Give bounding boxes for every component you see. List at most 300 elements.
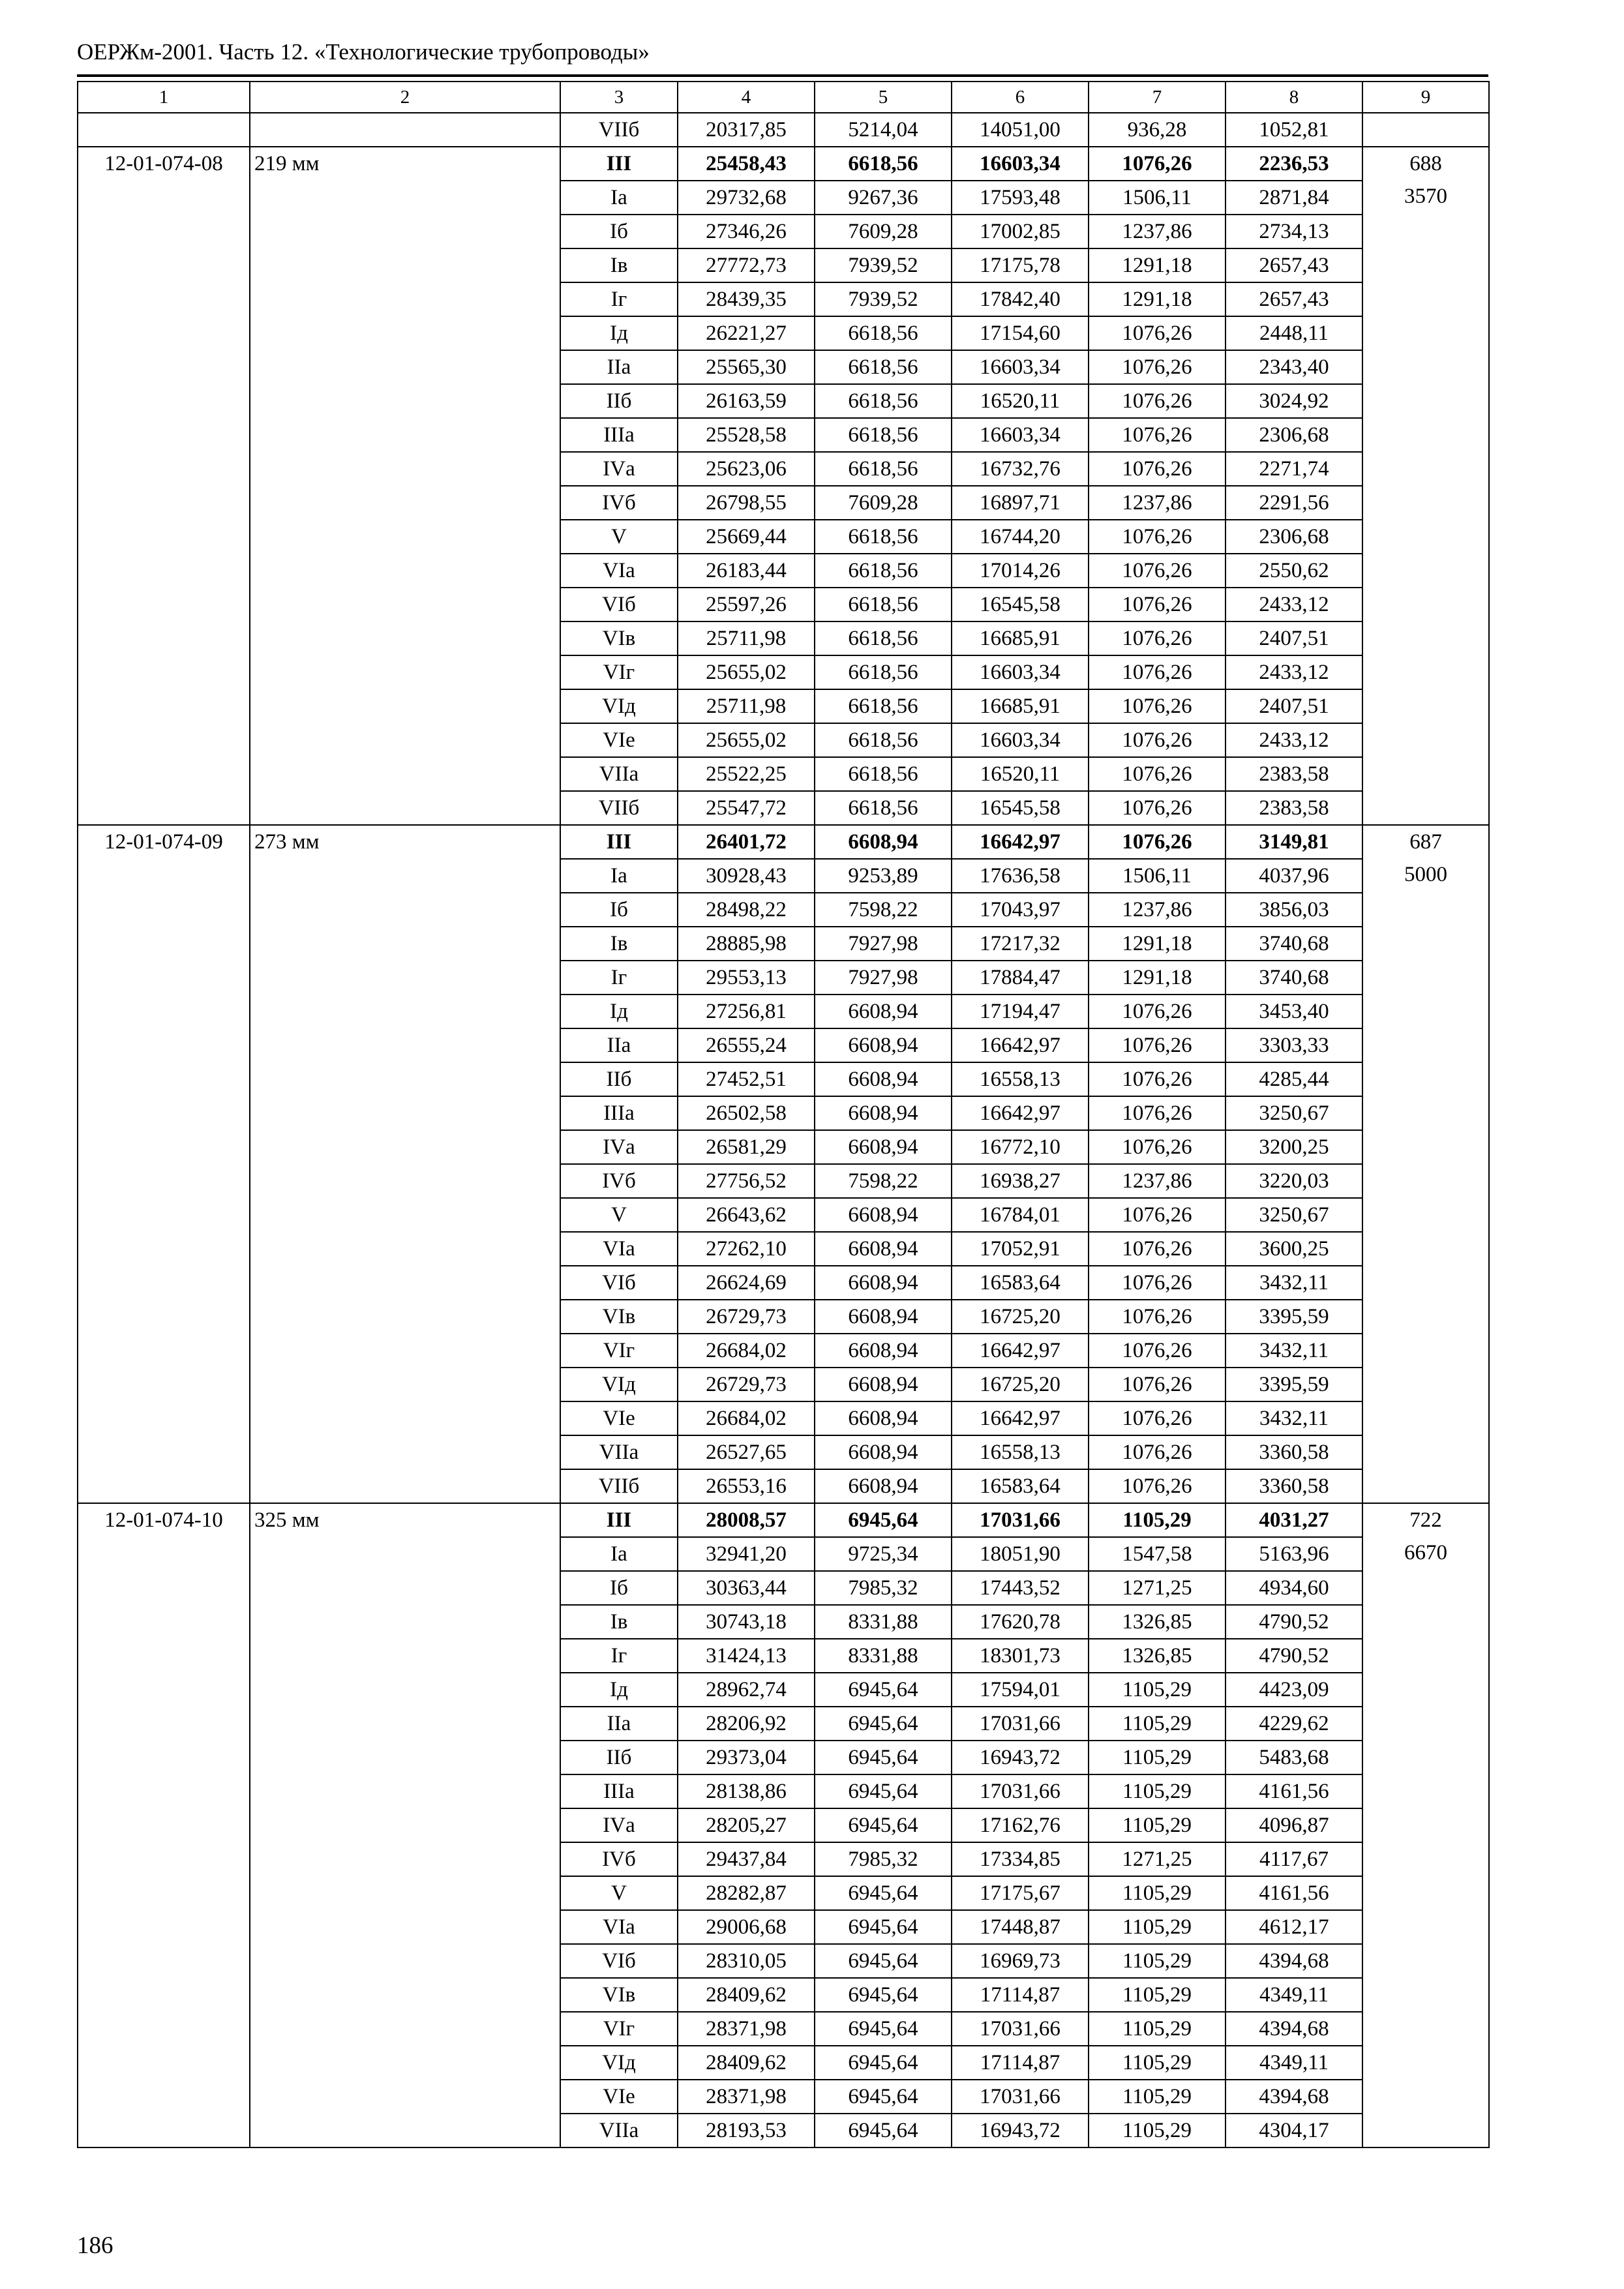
value-cell: 5483,68 bbox=[1226, 1741, 1362, 1774]
value-cell: 9253,89 bbox=[815, 859, 952, 893]
value-cell: 16943,72 bbox=[952, 1741, 1089, 1774]
zone-cell: VIIб bbox=[560, 791, 678, 825]
value-cell: 17334,85 bbox=[952, 1842, 1089, 1876]
value-cell: 16732,76 bbox=[952, 452, 1089, 486]
value-cell: 28282,87 bbox=[678, 1876, 815, 1910]
zone-cell: VIв bbox=[560, 1300, 678, 1334]
value-cell: 6945,64 bbox=[815, 2080, 952, 2114]
value-cell: 6945,64 bbox=[815, 1910, 952, 1944]
table-row bbox=[78, 147, 1489, 181]
value-cell: 1076,26 bbox=[1089, 1334, 1226, 1368]
value-cell: 1052,81 bbox=[1226, 113, 1362, 147]
value-cell: 17636,58 bbox=[952, 859, 1089, 893]
value-cell: 6608,94 bbox=[815, 1062, 952, 1096]
table-row bbox=[78, 825, 1489, 859]
value-cell: 6618,56 bbox=[815, 757, 952, 791]
value-cell: 2433,12 bbox=[1226, 723, 1362, 757]
value-cell: 29553,13 bbox=[678, 961, 815, 995]
value-cell: 1105,29 bbox=[1089, 1910, 1226, 1944]
value-cell: 1076,26 bbox=[1089, 655, 1226, 689]
value-cell: 1076,26 bbox=[1089, 723, 1226, 757]
value-cell: 26643,62 bbox=[678, 1198, 815, 1232]
value-cell: 17842,40 bbox=[952, 282, 1089, 316]
value-cell: 1076,26 bbox=[1089, 1266, 1226, 1300]
value-cell: 5214,04 bbox=[815, 113, 952, 147]
value-cell: 17162,76 bbox=[952, 1808, 1089, 1842]
note-value: 5000 bbox=[1404, 863, 1447, 886]
value-cell: 6945,64 bbox=[815, 2114, 952, 2147]
zone-cell: Iб bbox=[560, 215, 678, 248]
value-cell: 3740,68 bbox=[1226, 927, 1362, 961]
value-cell: 4349,11 bbox=[1226, 2046, 1362, 2080]
value-cell: 26581,29 bbox=[678, 1130, 815, 1164]
value-cell: 26553,16 bbox=[678, 1469, 815, 1503]
zone-cell: III bbox=[560, 1503, 678, 1537]
value-cell: 1076,26 bbox=[1089, 1130, 1226, 1164]
value-cell: 17031,66 bbox=[952, 1503, 1089, 1537]
value-cell: 28138,86 bbox=[678, 1774, 815, 1808]
column-number: 6 bbox=[952, 82, 1089, 113]
value-cell: 17014,26 bbox=[952, 554, 1089, 588]
value-cell: 27346,26 bbox=[678, 215, 815, 248]
value-cell: 6618,56 bbox=[815, 655, 952, 689]
value-cell: 1105,29 bbox=[1089, 1876, 1226, 1910]
value-cell: 9725,34 bbox=[815, 1537, 952, 1571]
value-cell: 6608,94 bbox=[815, 1300, 952, 1334]
zone-cell: VIе bbox=[560, 723, 678, 757]
value-cell: 6618,56 bbox=[815, 350, 952, 384]
value-cell: 29732,68 bbox=[678, 181, 815, 215]
zone-cell: IVб bbox=[560, 486, 678, 520]
value-cell: 936,28 bbox=[1089, 113, 1226, 147]
value-cell: 26624,69 bbox=[678, 1266, 815, 1300]
value-cell: 6618,56 bbox=[815, 316, 952, 350]
table-body bbox=[78, 82, 1489, 2147]
value-cell: 26163,59 bbox=[678, 384, 815, 418]
zone-cell: IIа bbox=[560, 1028, 678, 1062]
value-cell: 4790,52 bbox=[1226, 1605, 1362, 1639]
value-cell: 2448,11 bbox=[1226, 316, 1362, 350]
value-cell: 17031,66 bbox=[952, 2080, 1089, 2114]
value-cell: 6618,56 bbox=[815, 723, 952, 757]
value-cell: 1237,86 bbox=[1089, 215, 1226, 248]
page-number: 186 bbox=[77, 2232, 113, 2259]
value-cell: 1326,85 bbox=[1089, 1639, 1226, 1673]
value-cell: 1076,26 bbox=[1089, 825, 1226, 859]
value-cell: 28885,98 bbox=[678, 927, 815, 961]
note-value: 688 bbox=[1409, 152, 1442, 175]
value-cell: 6618,56 bbox=[815, 689, 952, 723]
value-cell: 6945,64 bbox=[815, 1707, 952, 1741]
zone-cell: VIв bbox=[560, 621, 678, 655]
value-cell: 28008,57 bbox=[678, 1503, 815, 1537]
value-cell: 17043,97 bbox=[952, 893, 1089, 927]
value-cell: 25547,72 bbox=[678, 791, 815, 825]
value-cell: 2236,53 bbox=[1226, 147, 1362, 181]
header-rule bbox=[77, 74, 1488, 77]
value-cell: 25565,30 bbox=[678, 350, 815, 384]
value-cell: 17594,01 bbox=[952, 1673, 1089, 1707]
value-cell: 1076,26 bbox=[1089, 1435, 1226, 1469]
table-row bbox=[78, 1503, 1489, 1537]
value-cell: 31424,13 bbox=[678, 1639, 815, 1673]
value-cell: 2271,74 bbox=[1226, 452, 1362, 486]
value-cell: 16603,34 bbox=[952, 147, 1089, 181]
zone-cell: Iа bbox=[560, 859, 678, 893]
value-cell: 27756,52 bbox=[678, 1164, 815, 1198]
value-cell: 25711,98 bbox=[678, 689, 815, 723]
value-cell: 7927,98 bbox=[815, 961, 952, 995]
value-cell: 16520,11 bbox=[952, 384, 1089, 418]
zone-cell: Iд bbox=[560, 316, 678, 350]
column-number: 4 bbox=[678, 82, 815, 113]
value-cell: 1291,18 bbox=[1089, 248, 1226, 282]
column-number-row bbox=[78, 82, 1489, 113]
value-cell: 28498,22 bbox=[678, 893, 815, 927]
value-cell: 17031,66 bbox=[952, 2012, 1089, 2046]
value-cell: 1076,26 bbox=[1089, 1368, 1226, 1401]
value-cell: 6618,56 bbox=[815, 384, 952, 418]
value-cell: 26798,55 bbox=[678, 486, 815, 520]
value-cell: 16603,34 bbox=[952, 350, 1089, 384]
value-cell: 20317,85 bbox=[678, 113, 815, 147]
value-cell: 3250,67 bbox=[1226, 1198, 1362, 1232]
value-cell: 4229,62 bbox=[1226, 1707, 1362, 1741]
column-number: 7 bbox=[1089, 82, 1226, 113]
value-cell: 1076,26 bbox=[1089, 350, 1226, 384]
value-cell: 6945,64 bbox=[815, 2046, 952, 2080]
value-cell: 17002,85 bbox=[952, 215, 1089, 248]
zone-cell: IIб bbox=[560, 1741, 678, 1774]
zone-cell: V bbox=[560, 520, 678, 554]
value-cell: 28962,74 bbox=[678, 1673, 815, 1707]
value-cell: 25669,44 bbox=[678, 520, 815, 554]
zone-cell: IIа bbox=[560, 350, 678, 384]
value-cell: 17175,67 bbox=[952, 1876, 1089, 1910]
value-cell: 1076,26 bbox=[1089, 384, 1226, 418]
value-cell: 3600,25 bbox=[1226, 1232, 1362, 1266]
value-cell: 16545,58 bbox=[952, 588, 1089, 621]
value-cell: 1105,29 bbox=[1089, 2012, 1226, 2046]
value-cell: 28310,05 bbox=[678, 1944, 815, 1978]
column-number: 1 bbox=[78, 82, 250, 113]
value-cell: 30363,44 bbox=[678, 1571, 815, 1605]
zone-cell: VIг bbox=[560, 655, 678, 689]
value-cell: 18051,90 bbox=[952, 1537, 1089, 1571]
value-cell: 3395,59 bbox=[1226, 1368, 1362, 1401]
value-cell: 6945,64 bbox=[815, 1876, 952, 1910]
zone-cell: VIIа bbox=[560, 757, 678, 791]
value-cell: 8331,88 bbox=[815, 1605, 952, 1639]
value-cell: 26684,02 bbox=[678, 1401, 815, 1435]
zone-cell: VIб bbox=[560, 1944, 678, 1978]
value-cell: 1326,85 bbox=[1089, 1605, 1226, 1639]
value-cell: 9267,36 bbox=[815, 181, 952, 215]
value-cell: 6608,94 bbox=[815, 1028, 952, 1062]
zone-cell: VIд bbox=[560, 1368, 678, 1401]
value-cell: 6608,94 bbox=[815, 825, 952, 859]
value-cell: 28409,62 bbox=[678, 2046, 815, 2080]
value-cell: 17593,48 bbox=[952, 181, 1089, 215]
value-cell: 1105,29 bbox=[1089, 1707, 1226, 1741]
value-cell: 1076,26 bbox=[1089, 588, 1226, 621]
value-cell: 4612,17 bbox=[1226, 1910, 1362, 1944]
zone-cell: Iб bbox=[560, 1571, 678, 1605]
value-cell: 2433,12 bbox=[1226, 588, 1362, 621]
zone-cell: VIе bbox=[560, 1401, 678, 1435]
value-cell: 1547,58 bbox=[1089, 1537, 1226, 1571]
zone-cell: VIа bbox=[560, 1232, 678, 1266]
zone-cell: IVа bbox=[560, 452, 678, 486]
value-cell: 4161,56 bbox=[1226, 1876, 1362, 1910]
value-cell: 7927,98 bbox=[815, 927, 952, 961]
value-cell: 16938,27 bbox=[952, 1164, 1089, 1198]
value-cell: 26684,02 bbox=[678, 1334, 815, 1368]
value-cell: 3395,59 bbox=[1226, 1300, 1362, 1334]
value-cell: 6608,94 bbox=[815, 1232, 952, 1266]
value-cell: 16744,20 bbox=[952, 520, 1089, 554]
value-cell: 2383,58 bbox=[1226, 757, 1362, 791]
value-cell: 28205,27 bbox=[678, 1808, 815, 1842]
value-cell: 2657,43 bbox=[1226, 248, 1362, 282]
value-cell: 17194,47 bbox=[952, 995, 1089, 1028]
value-cell: 25597,26 bbox=[678, 588, 815, 621]
value-cell: 6618,56 bbox=[815, 554, 952, 588]
value-cell: 16642,97 bbox=[952, 1028, 1089, 1062]
value-cell: 25655,02 bbox=[678, 723, 815, 757]
value-cell: 4304,17 bbox=[1226, 2114, 1362, 2147]
value-cell: 1271,25 bbox=[1089, 1842, 1226, 1876]
zone-cell: Iв bbox=[560, 927, 678, 961]
value-cell: 6608,94 bbox=[815, 1198, 952, 1232]
value-cell: 6608,94 bbox=[815, 1334, 952, 1368]
value-cell: 17448,87 bbox=[952, 1910, 1089, 1944]
value-cell: 1076,26 bbox=[1089, 621, 1226, 655]
value-cell: 2734,13 bbox=[1226, 215, 1362, 248]
diameter-cell: 325 мм bbox=[250, 1503, 560, 2147]
value-cell: 25522,25 bbox=[678, 757, 815, 791]
value-cell: 1506,11 bbox=[1089, 859, 1226, 893]
value-cell: 17884,47 bbox=[952, 961, 1089, 995]
diameter-cell bbox=[250, 113, 560, 147]
zone-cell: Iг bbox=[560, 282, 678, 316]
code-cell: 12-01-074-10 bbox=[78, 1503, 250, 2147]
note-cell bbox=[1362, 825, 1489, 1503]
value-cell: 17052,91 bbox=[952, 1232, 1089, 1266]
zone-cell: Iд bbox=[560, 995, 678, 1028]
value-cell: 7609,28 bbox=[815, 486, 952, 520]
zone-cell: IIIа bbox=[560, 1096, 678, 1130]
value-cell: 2407,51 bbox=[1226, 689, 1362, 723]
zone-cell: III bbox=[560, 825, 678, 859]
value-cell: 17154,60 bbox=[952, 316, 1089, 350]
value-cell: 4161,56 bbox=[1226, 1774, 1362, 1808]
value-cell: 3432,11 bbox=[1226, 1334, 1362, 1368]
value-cell: 1105,29 bbox=[1089, 1944, 1226, 1978]
value-cell: 1105,29 bbox=[1089, 1503, 1226, 1537]
value-cell: 16558,13 bbox=[952, 1435, 1089, 1469]
value-cell: 7985,32 bbox=[815, 1842, 952, 1876]
value-cell: 1076,26 bbox=[1089, 1300, 1226, 1334]
value-cell: 29006,68 bbox=[678, 1910, 815, 1944]
zone-cell: IVб bbox=[560, 1164, 678, 1198]
zone-cell: Iв bbox=[560, 1605, 678, 1639]
value-cell: 30743,18 bbox=[678, 1605, 815, 1639]
value-cell: 1237,86 bbox=[1089, 1164, 1226, 1198]
value-cell: 6608,94 bbox=[815, 1368, 952, 1401]
value-cell: 1076,26 bbox=[1089, 995, 1226, 1028]
value-cell: 2306,68 bbox=[1226, 520, 1362, 554]
value-cell: 26555,24 bbox=[678, 1028, 815, 1062]
value-cell: 26729,73 bbox=[678, 1368, 815, 1401]
value-cell: 16642,97 bbox=[952, 1401, 1089, 1435]
value-cell: 25655,02 bbox=[678, 655, 815, 689]
value-cell: 16943,72 bbox=[952, 2114, 1089, 2147]
value-cell: 6618,56 bbox=[815, 147, 952, 181]
value-cell: 16897,71 bbox=[952, 486, 1089, 520]
value-cell: 6945,64 bbox=[815, 1808, 952, 1842]
value-cell: 2343,40 bbox=[1226, 350, 1362, 384]
value-cell: 26729,73 bbox=[678, 1300, 815, 1334]
value-cell: 4934,60 bbox=[1226, 1571, 1362, 1605]
value-cell: 1076,26 bbox=[1089, 1469, 1226, 1503]
value-cell: 2871,84 bbox=[1226, 181, 1362, 215]
note-cell bbox=[1362, 113, 1489, 147]
column-number: 9 bbox=[1362, 82, 1489, 113]
value-cell: 1237,86 bbox=[1089, 893, 1226, 927]
zone-cell: VIа bbox=[560, 1910, 678, 1944]
zone-cell: VIе bbox=[560, 2080, 678, 2114]
zone-cell: V bbox=[560, 1198, 678, 1232]
value-cell: 7985,32 bbox=[815, 1571, 952, 1605]
value-cell: 6945,64 bbox=[815, 2012, 952, 2046]
zone-cell: VIб bbox=[560, 1266, 678, 1300]
value-cell: 1076,26 bbox=[1089, 147, 1226, 181]
value-cell: 6608,94 bbox=[815, 1435, 952, 1469]
value-cell: 2291,56 bbox=[1226, 486, 1362, 520]
value-cell: 1105,29 bbox=[1089, 2080, 1226, 2114]
note-value: 3570 bbox=[1404, 185, 1447, 208]
code-cell: 12-01-074-09 bbox=[78, 825, 250, 1503]
value-cell: 30928,43 bbox=[678, 859, 815, 893]
value-cell: 1105,29 bbox=[1089, 1673, 1226, 1707]
value-cell: 3360,58 bbox=[1226, 1469, 1362, 1503]
value-cell: 1076,26 bbox=[1089, 1062, 1226, 1096]
value-cell: 14051,00 bbox=[952, 113, 1089, 147]
value-cell: 1105,29 bbox=[1089, 2114, 1226, 2147]
value-cell: 6608,94 bbox=[815, 1130, 952, 1164]
zone-cell: VIг bbox=[560, 2012, 678, 2046]
value-cell: 16725,20 bbox=[952, 1300, 1089, 1334]
value-cell: 5163,96 bbox=[1226, 1537, 1362, 1571]
value-cell: 16969,73 bbox=[952, 1944, 1089, 1978]
zone-cell: IIа bbox=[560, 1707, 678, 1741]
value-cell: 6945,64 bbox=[815, 1774, 952, 1808]
value-cell: 3432,11 bbox=[1226, 1266, 1362, 1300]
column-number: 3 bbox=[560, 82, 678, 113]
value-cell: 28371,98 bbox=[678, 2012, 815, 2046]
value-cell: 27262,10 bbox=[678, 1232, 815, 1266]
note-cell bbox=[1362, 147, 1489, 825]
value-cell: 6945,64 bbox=[815, 1503, 952, 1537]
value-cell: 6618,56 bbox=[815, 621, 952, 655]
zone-cell: VIв bbox=[560, 1978, 678, 2012]
value-cell: 1271,25 bbox=[1089, 1571, 1226, 1605]
value-cell: 16603,34 bbox=[952, 655, 1089, 689]
value-cell: 26502,58 bbox=[678, 1096, 815, 1130]
value-cell: 4117,67 bbox=[1226, 1842, 1362, 1876]
zone-cell: VIд bbox=[560, 689, 678, 723]
value-cell: 1076,26 bbox=[1089, 1096, 1226, 1130]
zone-cell: V bbox=[560, 1876, 678, 1910]
value-cell: 25711,98 bbox=[678, 621, 815, 655]
value-cell: 1506,11 bbox=[1089, 181, 1226, 215]
zone-cell: VIа bbox=[560, 554, 678, 588]
zone-cell: Iа bbox=[560, 1537, 678, 1571]
value-cell: 6618,56 bbox=[815, 791, 952, 825]
value-cell: 16685,91 bbox=[952, 621, 1089, 655]
value-cell: 1291,18 bbox=[1089, 282, 1226, 316]
value-cell: 16558,13 bbox=[952, 1062, 1089, 1096]
zone-cell: VIг bbox=[560, 1334, 678, 1368]
value-cell: 6608,94 bbox=[815, 1401, 952, 1435]
value-cell: 16545,58 bbox=[952, 791, 1089, 825]
value-cell: 16685,91 bbox=[952, 689, 1089, 723]
value-cell: 6945,64 bbox=[815, 1741, 952, 1774]
diameter-cell: 273 мм bbox=[250, 825, 560, 1503]
zone-cell: IIб bbox=[560, 1062, 678, 1096]
value-cell: 4394,68 bbox=[1226, 2012, 1362, 2046]
zone-cell: Iг bbox=[560, 961, 678, 995]
value-cell: 4394,68 bbox=[1226, 2080, 1362, 2114]
diameter-cell: 219 мм bbox=[250, 147, 560, 825]
value-cell: 1076,26 bbox=[1089, 1198, 1226, 1232]
value-cell: 16642,97 bbox=[952, 1334, 1089, 1368]
value-cell: 1076,26 bbox=[1089, 1232, 1226, 1266]
value-cell: 7609,28 bbox=[815, 215, 952, 248]
value-cell: 4031,27 bbox=[1226, 1503, 1362, 1537]
value-cell: 7939,52 bbox=[815, 248, 952, 282]
value-cell: 1076,26 bbox=[1089, 689, 1226, 723]
value-cell: 1076,26 bbox=[1089, 418, 1226, 452]
zone-cell: Iб bbox=[560, 893, 678, 927]
zone-cell: IVб bbox=[560, 1842, 678, 1876]
value-cell: 3303,33 bbox=[1226, 1028, 1362, 1062]
value-cell: 4037,96 bbox=[1226, 859, 1362, 893]
value-cell: 4394,68 bbox=[1226, 1944, 1362, 1978]
value-cell: 1105,29 bbox=[1089, 1808, 1226, 1842]
value-cell: 6608,94 bbox=[815, 995, 952, 1028]
value-cell: 2657,43 bbox=[1226, 282, 1362, 316]
value-cell: 28206,92 bbox=[678, 1707, 815, 1741]
zone-cell: VIд bbox=[560, 2046, 678, 2080]
value-cell: 1076,26 bbox=[1089, 1028, 1226, 1062]
value-cell: 16603,34 bbox=[952, 723, 1089, 757]
value-cell: 25623,06 bbox=[678, 452, 815, 486]
value-cell: 17443,52 bbox=[952, 1571, 1089, 1605]
value-cell: 4349,11 bbox=[1226, 1978, 1362, 2012]
value-cell: 3740,68 bbox=[1226, 961, 1362, 995]
value-cell: 6608,94 bbox=[815, 1096, 952, 1130]
value-cell: 16784,01 bbox=[952, 1198, 1089, 1232]
value-cell: 6618,56 bbox=[815, 452, 952, 486]
zone-cell: III bbox=[560, 147, 678, 181]
value-cell: 6618,56 bbox=[815, 588, 952, 621]
value-cell: 1105,29 bbox=[1089, 2046, 1226, 2080]
value-cell: 17031,66 bbox=[952, 1774, 1089, 1808]
zone-cell: VIIб bbox=[560, 113, 678, 147]
zone-cell: VIIа bbox=[560, 1435, 678, 1469]
